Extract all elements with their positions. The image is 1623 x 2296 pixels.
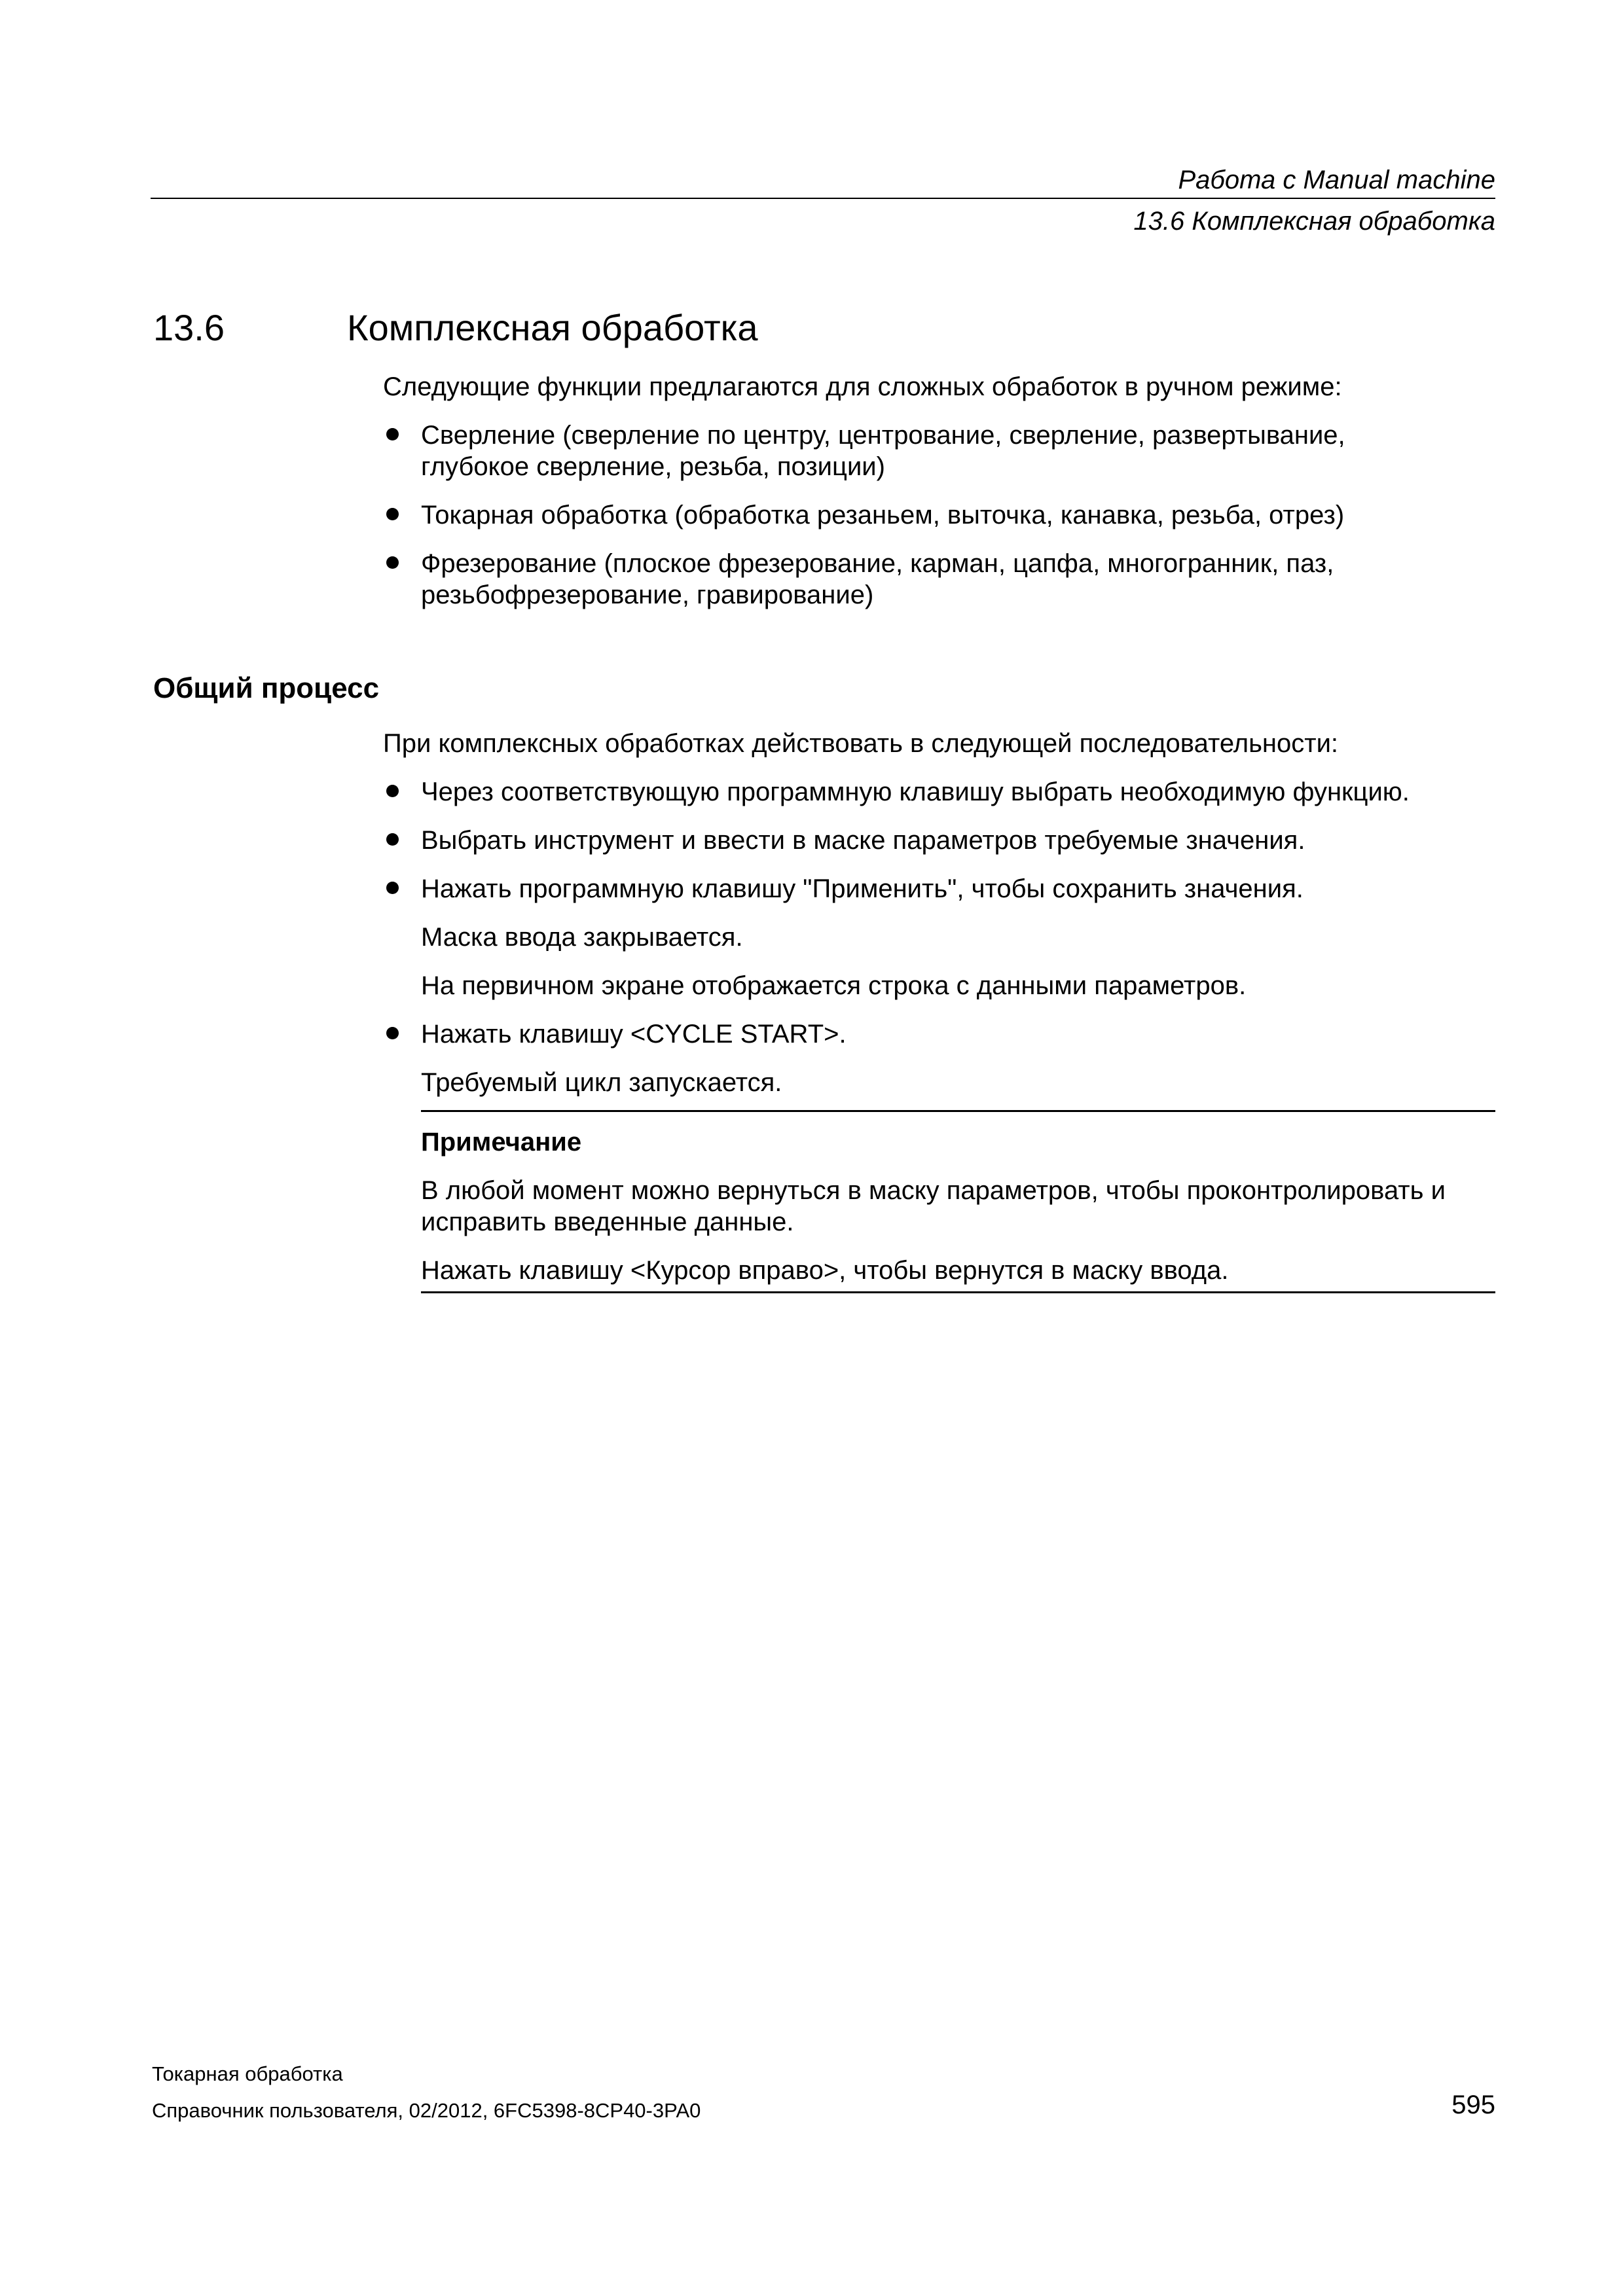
bullet-icon [386,833,399,846]
list-item-line: Фрезерование (плоское фрезерование, карман, цапфа, многогранник, паз, [421,549,1334,578]
step-result: На первичном экране отображается строка с данными параметров. [421,971,1247,1000]
bullet-icon [386,556,399,569]
list-item [383,1018,1496,1050]
note-text-line: Нажать клавишу <Курсор вправо>, чтобы вернутся в маску ввода. [421,1256,1229,1285]
list-item [383,873,1496,905]
list-item-line: Токарная обработка (обработка резаньем, выточка, канавка, резьба, отрез) [421,501,1345,529]
footer-title: Токарная обработка [152,2062,343,2085]
process-intro: При комплексных обработках действовать в следующей последовательности: [383,729,1339,758]
note-text-line: В любой момент можно вернуться в маску параметров, чтобы проконтролировать и [421,1176,1446,1205]
list-item [383,548,1496,611]
header-rule [151,198,1495,199]
note-title: Примечание [421,1128,582,1157]
section-title-text: Комплексная обработка [347,307,758,348]
running-header-section: 13.6 Комплексная обработка [1133,207,1495,236]
subheading-general-process: Общий процесс [153,672,380,704]
list-item-line: резьбофрезерование, гравирование) [421,581,874,609]
section-number: 13.6 [153,307,225,348]
bullet-icon [386,508,399,520]
list-item [383,420,1496,482]
footer-manual-info: Справочник пользователя, 02/2012, 6FC5398-8CP40-3PA0 [152,2099,701,2122]
running-header-chapter: Работа с Manual machine [1178,166,1495,194]
step-result: Маска ввода закрывается. [421,923,743,952]
bullet-icon [386,1027,399,1039]
note-text-line: исправить введенные данные. [421,1208,794,1236]
note-bottom-rule [421,1291,1495,1293]
page-number: 595 [1451,2090,1495,2119]
list-item [383,825,1496,856]
step-text: Нажать клавишу <CYCLE START>. [421,1020,847,1049]
section-intro: Следующие функции предлагаются для сложных обработок в ручном режиме: [383,372,1342,401]
step-result: Требуемый цикл запускается. [421,1068,782,1097]
list-item [383,499,1496,531]
note-top-rule [421,1110,1495,1112]
list-item-line: глубокое сверление, резьба, позиции) [421,452,885,481]
bullet-icon [386,882,399,894]
step-text: Через соответствующую программную клавишу выбрать необходимую функцию. [421,778,1410,806]
process-block [383,728,1496,1098]
step-text: Нажать программную клавишу "Применить", чтобы сохранить значения. [421,874,1304,903]
bullet-icon [386,785,399,797]
step-text: Выбрать инструмент и ввести в маске параметров требуемые значения. [421,826,1305,855]
note-box [421,1110,1495,1293]
list-item [383,776,1496,808]
bullet-icon [386,428,399,440]
list-item-line: Сверление (сверление по центру, центрование, сверление, развертывание, [421,421,1345,450]
section-title [153,306,758,350]
section-intro-block [383,371,1496,611]
